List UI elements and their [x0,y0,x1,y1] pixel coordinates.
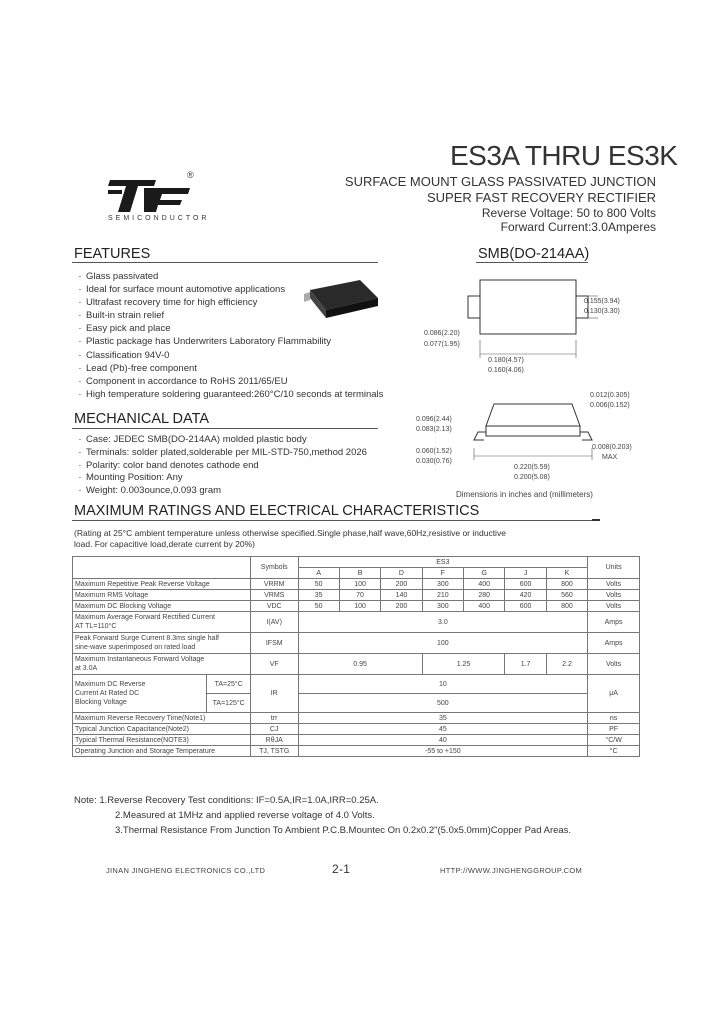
table-row [73,601,640,612]
table-cell: VF [250,654,298,675]
table-cell: TJ, TSTG [250,746,298,757]
table-cell: Maximum Repetitive Peak Reverse Voltage [73,579,251,590]
page-number: 2-1 [332,862,351,876]
dim-label: 0.006(0.152) [590,402,630,409]
table-cell [73,557,251,579]
table-cell: 280 [464,590,505,601]
avg-fwd-cond: AT TL=110°C [75,623,117,630]
table-cell: Volts [588,579,640,590]
mechanical-item: · Polarity: color band denotes cathode end [74,460,367,473]
table-cell: 800 [546,579,587,590]
table-row [73,633,640,654]
note-2: 2.Measured at 1MHz and applied reverse voltage of 4.0 Volts. [115,810,375,821]
table-cell: 50 [298,579,339,590]
table-cell: Amps [588,612,640,633]
table-cell: Maximum Reverse Recovery Time(Note1) [73,713,251,724]
table-row [73,590,640,601]
table-cell: -55 to +150 [298,746,588,757]
ir-desc: Blocking Voltage [75,699,127,706]
company-logo [104,178,194,214]
feature-item: · Classification 94V-0 [74,349,383,362]
table-cell: Maximum DC Blocking Voltage [73,601,251,612]
mechanical-rule [72,428,378,429]
feature-item: · Ideal for surface mount automotive applications [74,283,383,296]
ratings-intro-1: (Rating at 25°C ambient temperature unless otherwise specified.Single phase,half wave,60Hz,resistive or inductive [74,528,506,538]
dim-label: 0.130(3.30) [584,308,620,315]
table-cell: Volts [588,590,640,601]
table-cell: 3.0 [298,612,588,633]
package-photo [300,276,382,320]
table-header: F [422,568,463,579]
dim-label: 0.008(0.203) [592,444,632,451]
table-cell [73,612,251,633]
subtitle-line1: SURFACE MOUNT GLASS PASSIVATED JUNCTION [344,174,656,189]
ratings-heading: MAXIMUM RATINGS AND ELECTRICAL CHARACTERISTICS [74,503,480,519]
table-cell: CJ [250,724,298,735]
table-cell: °C/W [588,735,640,746]
table-row [73,654,640,675]
vf-cond: at 3.0A [75,665,98,672]
reverse-voltage: Reverse Voltage: 50 to 800 Volts [481,206,656,220]
table-row [73,724,640,735]
table-cell: 100 [339,579,380,590]
table-cell: TA=125°C [207,694,250,713]
table-cell: 420 [505,590,546,601]
package-rule [476,262,588,263]
table-cell: I(AV) [250,612,298,633]
dim-label: 0.180(4.57) [488,357,524,364]
mechanical-item: · Case: JEDEC SMB(DO-214AA) molded plastic body [74,434,367,447]
table-row [73,713,640,724]
table-cell: RθJA [250,735,298,746]
note-1: Note: 1.Reverse Recovery Test conditions: IF=0.5A,IR=1.0A,IRR=0.25A. [74,795,379,806]
table-cell: IR [250,675,298,713]
feature-item: · Plastic package has Underwriters Laboratory Flammability [74,335,383,348]
table-cell: TA=25°C [207,675,250,694]
footer-company: JINAN JINGHENG ELECTRONICS CO.,LTD [106,866,266,875]
table-cell: ns [588,713,640,724]
dim-label: 0.160(4.06) [488,367,524,374]
vf-desc: Maximum Instantaneous Forward Voltage [75,656,205,663]
dim-label: 0.083(2.13) [416,426,452,433]
package-heading: SMB(DO-214AA) [478,246,590,262]
avg-fwd-desc: Maximum Average Forward Rectified Current [75,614,215,621]
table-cell: 100 [298,633,588,654]
table-cell: 600 [505,579,546,590]
subtitle-line2: SUPER FAST RECOVERY RECTIFIER [427,190,656,205]
surge-cond: sine-wave superimposed on rated load [75,644,196,651]
registered-mark: ® [187,170,194,180]
table-cell: Volts [588,654,640,675]
table-header-row [73,557,640,568]
table-cell: trr [250,713,298,724]
table-cell: Typical Thermal Resistance(NOTE3) [73,735,251,746]
dimensions-note: Dimensions in inches and (millimeters) [456,490,593,499]
table-cell: 400 [464,601,505,612]
table-cell: 200 [381,601,422,612]
table-cell: °C [588,746,640,757]
package-top-view [460,276,600,372]
table-cell: 0.95 [298,654,422,675]
table-cell: 600 [505,601,546,612]
table-cell: 300 [422,579,463,590]
table-cell: 45 [298,724,588,735]
features-rule [72,262,378,263]
dim-label: 0.220(5.59) [514,464,550,471]
table-row [73,735,640,746]
table-header: D [381,568,422,579]
table-header: A [298,568,339,579]
table-cell: 10 [298,675,588,694]
table-cell: VDC [250,601,298,612]
dim-label: 0.086(2.20) [424,330,460,337]
table-header: K [546,568,587,579]
table-cell: Amps [588,633,640,654]
table-cell [73,633,251,654]
mechanical-heading: MECHANICAL DATA [74,411,210,427]
table-row [73,746,640,757]
table-header: B [339,568,380,579]
table-cell: 210 [422,590,463,601]
feature-item: · Built-in strain relief [74,309,383,322]
table-cell: 100 [339,601,380,612]
feature-item: · Lead (Pb)-free component [74,362,383,375]
table-header: J [505,568,546,579]
table-cell: 140 [381,590,422,601]
ratings-table [72,556,640,757]
table-cell: Operating Junction and Storage Temperature [73,746,251,757]
feature-item: · Component in accordance to RoHS 2011/65/EU [74,375,383,388]
table-cell: 40 [298,735,588,746]
feature-item: · Easy pick and place [74,322,383,335]
ratings-intro-2: load. For capacitive load,derate current by 20%) [74,539,255,549]
ratings-rule-end [592,519,600,521]
dim-label: 0.030(0.76) [416,458,452,465]
ratings-rule [72,520,600,521]
table-cell: 800 [546,601,587,612]
dim-label: 0.060(1.52) [416,448,452,455]
table-cell: 1.7 [505,654,546,675]
table-cell: 400 [464,579,505,590]
table-header: Symbols [250,557,298,579]
table-cell: IFSM [250,633,298,654]
table-cell: 300 [422,601,463,612]
table-cell: VRRM [250,579,298,590]
package-side-view [460,396,608,466]
footer-url[interactable]: HTTP://WWW.JINGHENGGROUP.COM [440,866,583,875]
table-cell: μA [588,675,640,713]
feature-item: · Ultrafast recovery time for high efficiency [74,296,383,309]
document-title: ES3A THRU ES3K [450,140,678,171]
table-header: ES3 [298,557,588,568]
ir-desc: Current At Rated DC [75,690,140,697]
table-cell: 70 [339,590,380,601]
feature-item: · Glass passivated [74,270,383,283]
table-cell: 50 [298,601,339,612]
table-cell: Maximum RMS Voltage [73,590,251,601]
table-cell: 35 [298,713,588,724]
table-cell: 200 [381,579,422,590]
table-row [73,612,640,633]
dim-label: 0.077(1.95) [424,341,460,348]
table-cell: 1.25 [422,654,505,675]
dim-label: MAX [602,454,618,461]
table-cell: 560 [546,590,587,601]
dim-label: 0.155(3.94) [584,298,620,305]
table-cell: PF [588,724,640,735]
mechanical-item: · Weight: 0.003ounce,0.093 gram [74,485,367,498]
table-row [73,675,640,694]
table-cell: Volts [588,601,640,612]
table-cell: 35 [298,590,339,601]
feature-item: · High temperature soldering guaranteed:260°C/10 seconds at terminals [74,388,383,401]
mechanical-list [74,434,367,498]
dim-label: 0.096(2.44) [416,416,452,423]
forward-current: Forward Current:3.0Amperes [500,220,656,234]
note-3: 3.Thermal Resistance From Junction To Ambient P.C.B.Mountec On 0.2x0.2"(5.0x5.0mm)Copper Pad Areas. [115,825,572,836]
mechanical-item: · Terminals: solder plated,solderable per MIL-STD-750,method 2026 [74,447,367,460]
table-header: G [464,568,505,579]
dim-label: 0.200(5.08) [514,474,550,481]
table-cell: 500 [298,694,588,713]
table-cell [73,654,251,675]
table-cell [73,675,207,713]
table-cell: 2.2 [546,654,587,675]
mechanical-item: · Mounting Position: Any [74,472,367,485]
ir-desc: Maximum DC Reverse [75,681,146,688]
table-header: Units [588,557,640,579]
table-row [73,579,640,590]
surge-desc: Peak Forward Surge Current 8.3ms single half [75,635,219,642]
logo-text: SEMICONDUCTOR [108,215,210,222]
features-heading: FEATURES [74,246,151,262]
table-cell: Typical Junction Capacitance(Note2) [73,724,251,735]
table-cell: VRMS [250,590,298,601]
dim-label: 0.012(0.305) [590,392,630,399]
